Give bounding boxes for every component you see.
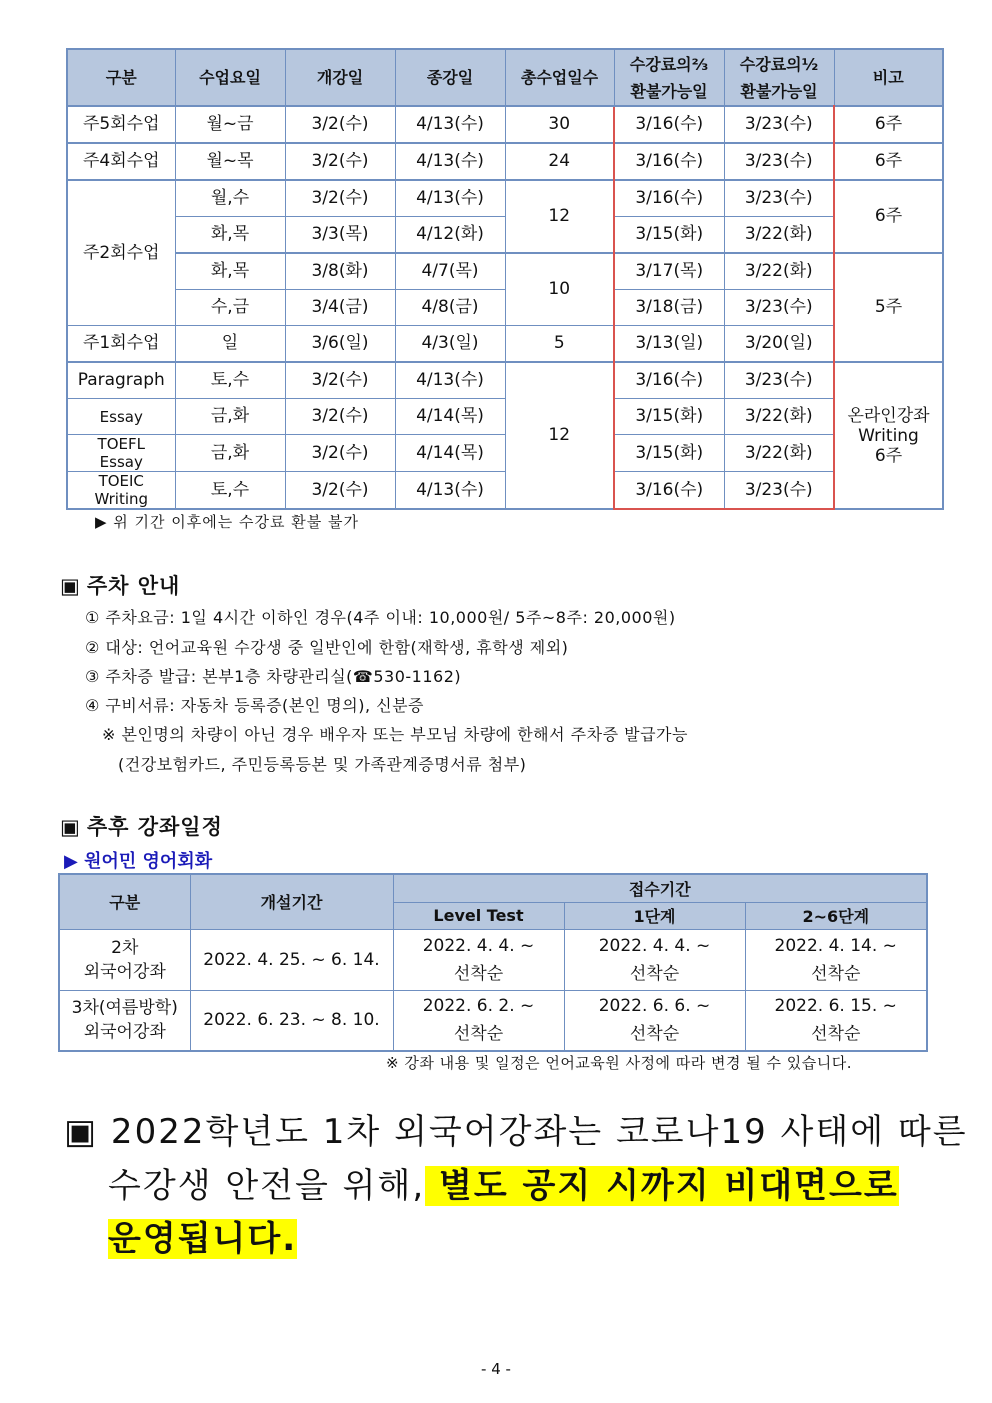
table-cell: 3/16(수) [614,180,724,217]
header-cell: 종강일 [395,49,505,106]
table-cell: 4/13(수) [395,362,505,399]
table-cell: 5주 [834,253,943,362]
table-cell: Paragraph [67,362,175,399]
square-bullet-icon: ▣ [60,815,81,839]
future-subtitle: ▶ 원어민 영어회화 [64,851,213,872]
refund-note: ▶ 위 기간 이후에는 수강료 환불 불가 [95,513,360,531]
table-cell: 3/2(수) [285,180,395,217]
table-cell: 10 [505,253,614,326]
table-cell: 3/23(수) [724,290,834,326]
table-cell: 일 [175,326,285,363]
table-cell: 3/2(수) [285,143,395,180]
header-cell: 구분 [67,49,175,106]
table-cell: 3/23(수) [724,180,834,217]
list-item: ① 주차요금: 1일 4시간 이하인 경우(4주 이내: 10,000원/ 5주~8주: 20,000원) [85,608,676,627]
table-cell: 2022. 4. 25. ~ 6. 14. [190,929,393,990]
table-cell: 토,수 [175,472,285,510]
table-cell: 월~목 [175,143,285,180]
header-cell: 구분 [59,874,190,929]
list-item: ③ 주차증 발급: 본부1층 차량관리실(☎530-1162) [85,667,462,686]
table-cell: 3/22(화) [724,399,834,435]
header-cell: 수강료의⅔ 환불가능일 [614,49,724,106]
table-cell: 3/6(일) [285,326,395,363]
table-cell: 3/3(목) [285,217,395,254]
table-cell: 2022. 6. 2. ~ 선착순 [393,990,564,1051]
list-item: ② 대상: 언어교육원 수강생 중 일반인에 한함(재학생, 휴학생 제외) [85,638,569,657]
table-cell: 3/17(목) [614,253,724,290]
table-cell: 금,화 [175,435,285,472]
announcement-highlight: 별도 공지 시까지 비대면으로 [425,1166,899,1206]
table-cell: 4/13(수) [395,143,505,180]
table-row [59,990,927,1051]
table-cell: 3/23(수) [724,143,834,180]
table-cell: 3/2(수) [285,399,395,435]
table-row [67,326,943,363]
table-cell: 3/16(수) [614,106,724,143]
header-cell: 개설기간 [190,874,393,929]
table-cell: 3/2(수) [285,362,395,399]
table-row [67,253,943,290]
table-cell: 2022. 4. 14. ~ 선착순 [745,929,927,990]
announcement-line1: ▣ 2022학년도 1차 외국어강좌는 코로나19 사태에 따른 [64,1112,968,1152]
header-cell: Level Test [393,902,564,929]
table-cell: 30 [505,106,614,143]
table-cell: 주2회수업 [67,180,175,326]
header-cell: 접수기간 [393,874,927,902]
table-cell: 2022. 6. 6. ~ 선착순 [564,990,745,1051]
table-cell: 3/16(수) [614,362,724,399]
table-cell: 3/22(화) [724,253,834,290]
announcement-line2 [108,1158,899,1207]
table-cell: 3/20(일) [724,326,834,363]
table-cell: TOEFL Essay [67,435,175,472]
table-header-row [59,874,927,902]
table-cell: 3/22(화) [724,435,834,472]
table-row [67,143,943,180]
table-cell: 6주 [834,106,943,143]
table-cell: 2022. 4. 4. ~ 선착순 [564,929,745,990]
table-cell: 3/4(금) [285,290,395,326]
table-cell: 3/16(수) [614,143,724,180]
table-cell: TOEIC Writing [67,472,175,510]
table-cell: Essay [67,399,175,435]
table-cell: 3/18(금) [614,290,724,326]
table-cell: 3/23(수) [724,106,834,143]
page-number: - 4 - [481,1360,511,1378]
table-cell: 4/13(수) [395,180,505,217]
table-cell: 3/2(수) [285,435,395,472]
table-cell: 24 [505,143,614,180]
parking-note-docs: (건강보험카드, 주민등록등본 및 가족관계증명서류 첨부) [118,755,527,774]
schedule-table [66,48,944,510]
table-cell: 3/15(화) [614,217,724,254]
table-cell: 온라인강좌 Writing 6주 [834,362,943,509]
table-cell: 6주 [834,143,943,180]
header-cell: 수업요일 [175,49,285,106]
table-cell: 3/16(수) [614,472,724,510]
parking-title: 주차 안내 [86,574,181,598]
header-cell: 개강일 [285,49,395,106]
table-cell: 3차(여름방학) 외국어강좌 [59,990,190,1051]
future-title: 추후 강좌일정 [86,815,223,839]
table-cell: 화,목 [175,217,285,254]
table-cell: 3/15(화) [614,435,724,472]
table-cell: 주1회수업 [67,326,175,363]
header-cell: 비고 [834,49,943,106]
future-heading [60,811,223,841]
table-cell: 2차 외국어강좌 [59,929,190,990]
header-cell: 총수업일수 [505,49,614,106]
header-cell: 수강료의½ 환불가능일 [724,49,834,106]
table-cell: 3/23(수) [724,362,834,399]
table-cell: 6주 [834,180,943,253]
table-cell: 2022. 6. 23. ~ 8. 10. [190,990,393,1051]
table-cell: 5 [505,326,614,363]
table-row [67,362,943,399]
header-cell: 1단계 [564,902,745,929]
table-cell: 3/13(일) [614,326,724,363]
table-cell: 4/13(수) [395,472,505,510]
table-cell: 3/2(수) [285,106,395,143]
table-cell: 4/8(금) [395,290,505,326]
table-row [67,106,943,143]
announcement-text: 수강생 안전을 위해, [108,1166,426,1206]
table-cell: 주5회수업 [67,106,175,143]
table-cell: 4/14(목) [395,399,505,435]
table-cell: 4/7(목) [395,253,505,290]
table-cell: 화,목 [175,253,285,290]
table-cell: 12 [505,362,614,509]
table-row [59,929,927,990]
table-cell: 주4회수업 [67,143,175,180]
table-cell: 월~금 [175,106,285,143]
table-cell: 토,수 [175,362,285,399]
table-cell: 2022. 6. 15. ~ 선착순 [745,990,927,1051]
table-cell: 4/3(일) [395,326,505,363]
table-cell: 3/8(화) [285,253,395,290]
future-schedule-table [58,873,928,1052]
table-row [67,180,943,217]
table-header-row [67,49,943,106]
future-note: ※ 강좌 내용 및 일정은 언어교육원 사정에 따라 변경 될 수 있습니다. [386,1054,853,1072]
announcement-highlight: 운영됩니다. [108,1219,298,1259]
table-cell: 3/23(수) [724,472,834,510]
parking-note: ※ 본인명의 차량이 아닌 경우 배우자 또는 부모님 차량에 한해서 주차증 발급가능 [102,725,688,744]
table-cell: 2022. 4. 4. ~ 선착순 [393,929,564,990]
table-cell: 4/14(목) [395,435,505,472]
list-item: ④ 구비서류: 자동차 등록증(본인 명의), 신분증 [85,696,424,715]
table-cell: 3/2(수) [285,472,395,510]
announcement-line3 [108,1211,297,1260]
table-cell: 수,금 [175,290,285,326]
parking-heading [60,570,180,600]
table-cell: 월,수 [175,180,285,217]
table-cell: 4/13(수) [395,106,505,143]
table-cell: 3/15(화) [614,399,724,435]
table-cell: 4/12(화) [395,217,505,254]
square-bullet-icon: ▣ [60,574,81,598]
table-cell: 금,화 [175,399,285,435]
table-cell: 3/22(화) [724,217,834,254]
header-cell: 2~6단계 [745,902,927,929]
table-cell: 12 [505,180,614,253]
